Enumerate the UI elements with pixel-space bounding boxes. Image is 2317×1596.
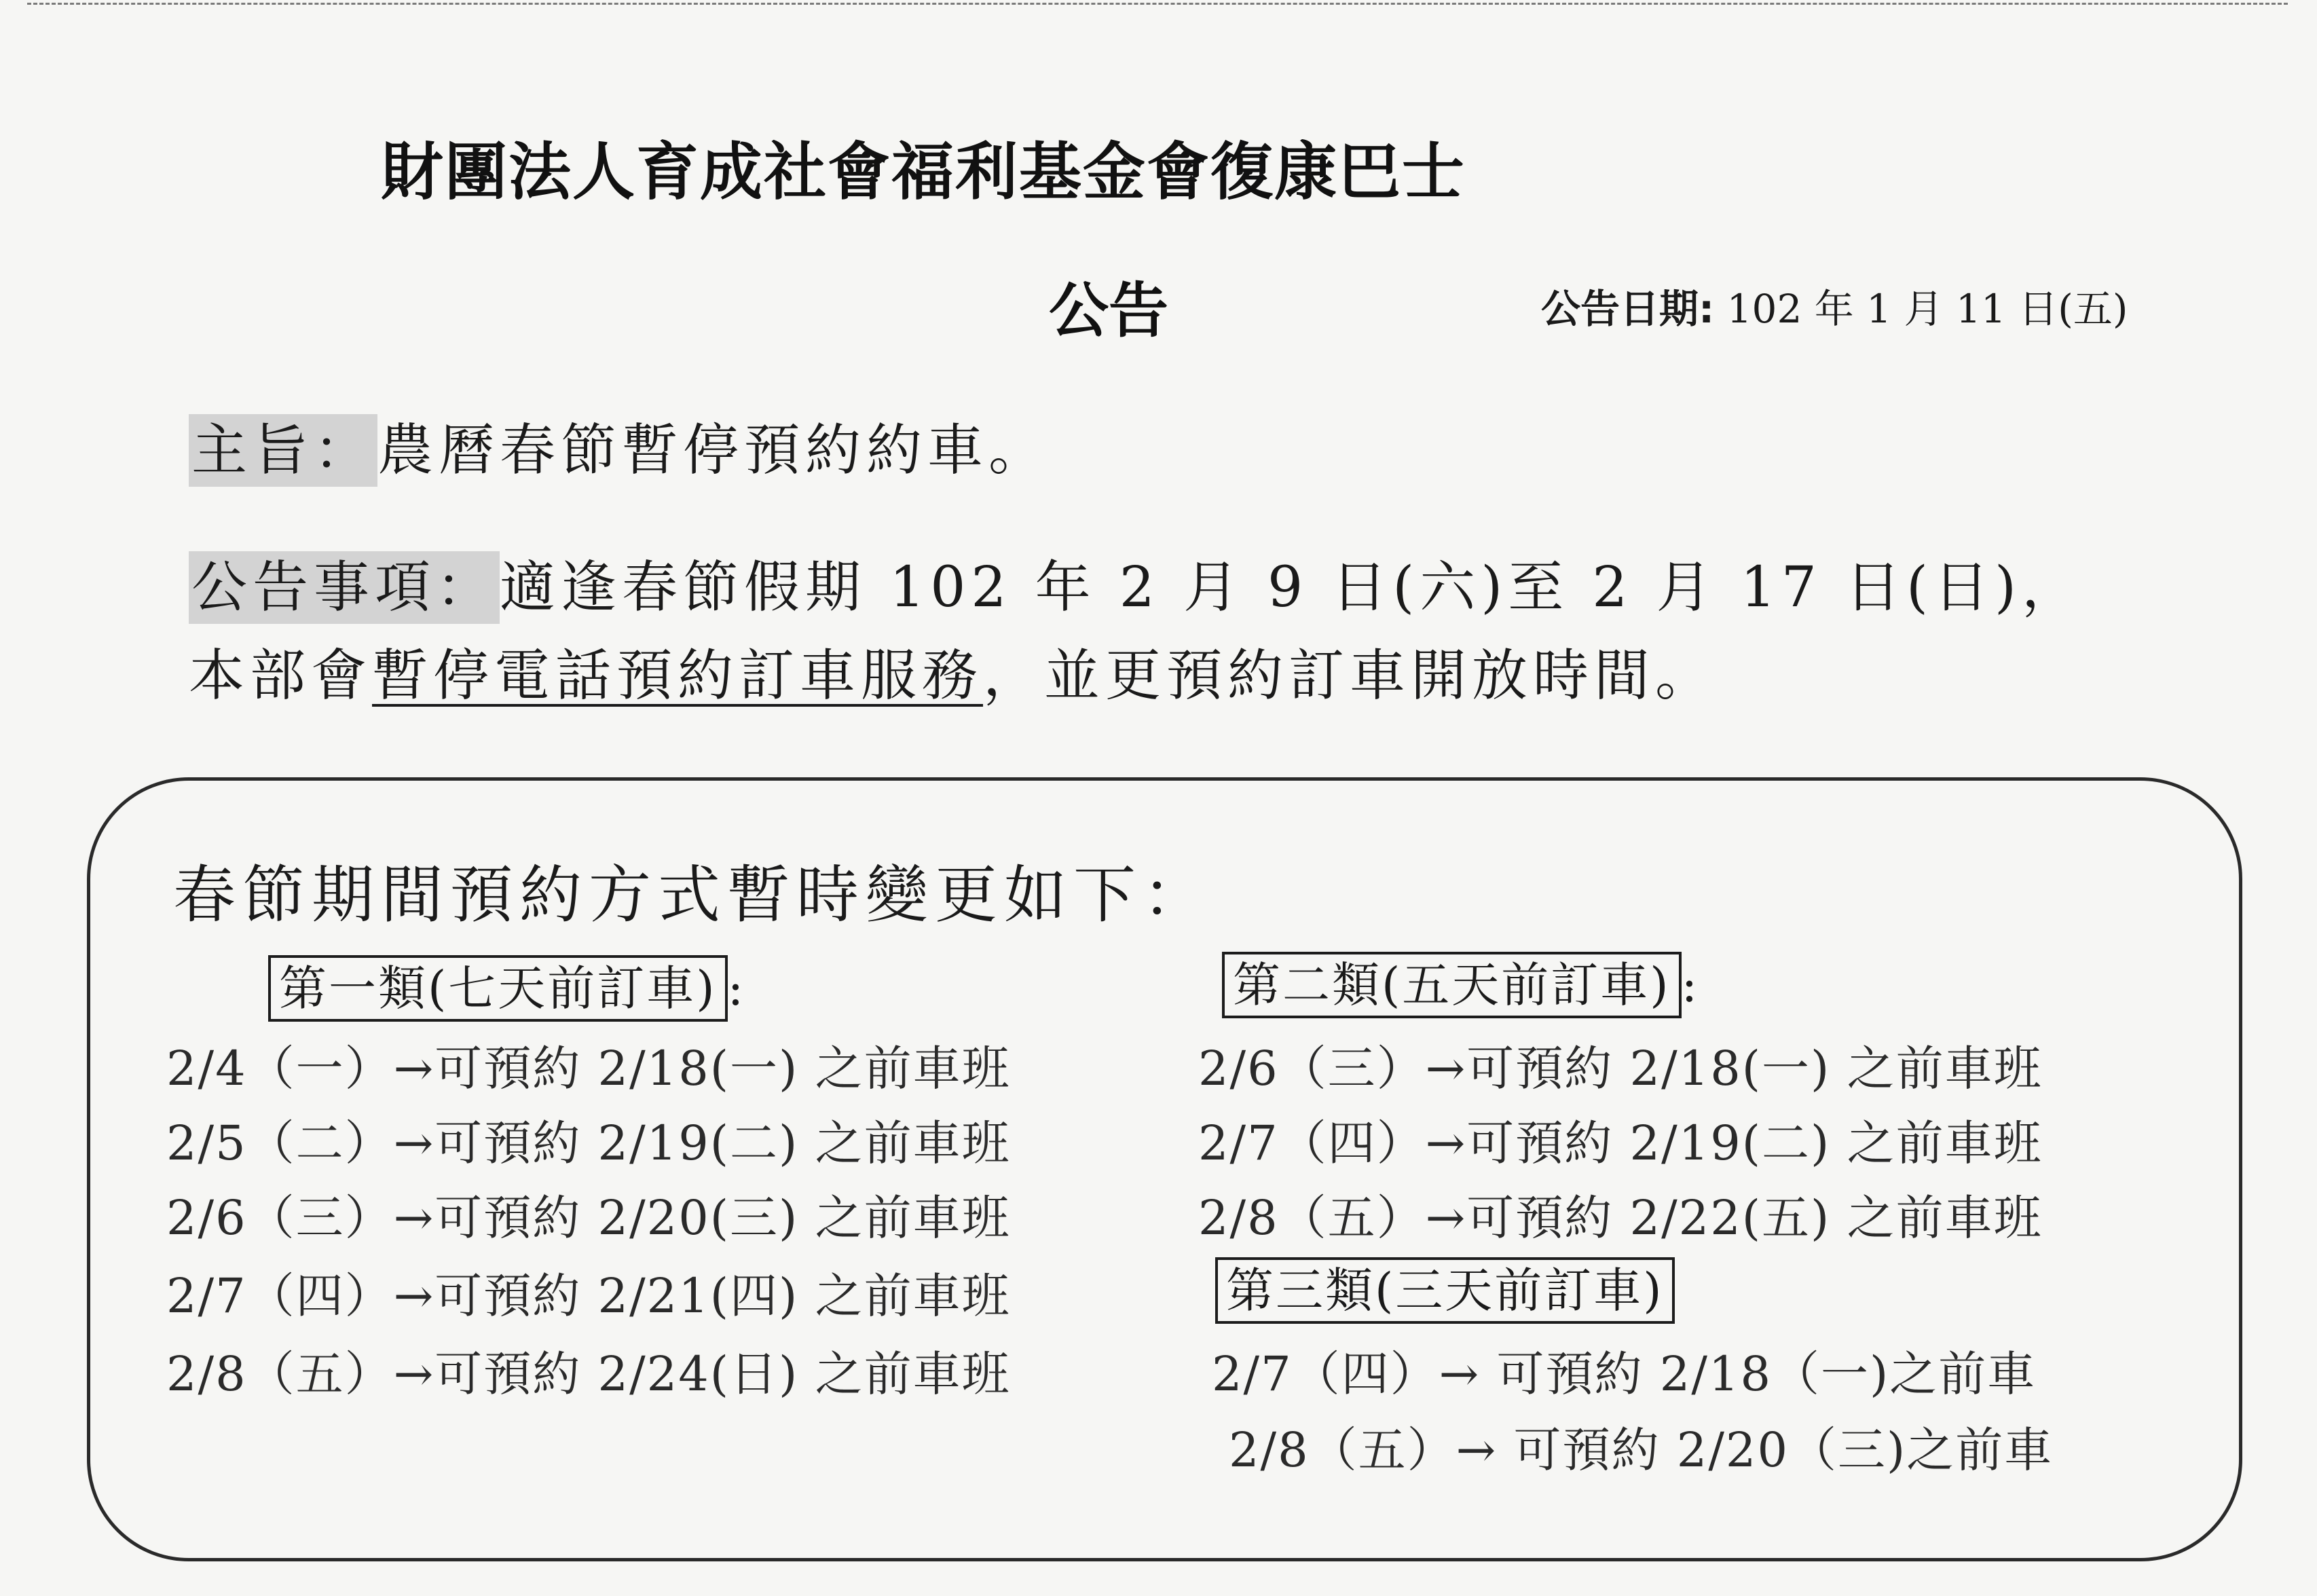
category-3-title: 第三類(三天前訂車): [1215, 1257, 1675, 1324]
category-1-header: [268, 950, 743, 1019]
matters-line2-prefix: 本部會: [189, 644, 373, 708]
category-1-line: 2/8（五）→可預約 2/24(日) 之前車班: [166, 1346, 1011, 1402]
category-3-line: 2/7（四）→ 可預約 2/18（一)之前車: [1212, 1346, 2037, 1402]
category-3-header: [1215, 1252, 1675, 1321]
matters-line-1: [189, 543, 2083, 623]
notice-date-label: 公告日期:: [1541, 286, 1715, 332]
category-2-title: 第二類(五天前訂車): [1222, 952, 1682, 1018]
category-3-line: 2/8（五）→ 可預約 2/20（三)之前車: [1229, 1422, 2054, 1478]
matters-text-1: 適逢春節假期 102 年 2 月 9 日(六)至 2 月 17 日(日)，: [500, 555, 2083, 620]
category-1-line: 2/5（二）→可預約 2/19(二) 之前車班: [166, 1115, 1011, 1171]
subject-text: 農曆春節暫停預約約車。: [377, 418, 1050, 483]
category-1-line: 2/7（四）→可預約 2/21(四) 之前車班: [166, 1268, 1011, 1324]
category-2-header: [1222, 947, 1697, 1016]
category-1-title: 第一類(七天前訂車): [268, 955, 728, 1022]
schedule-heading: 春節期間預約方式暫時變更如下：: [173, 859, 1212, 931]
notice-date: [1541, 277, 2128, 334]
category-1-suffix: :: [727, 961, 744, 1016]
organization-title: 財團法人育成社會福利基金會復康巴士: [380, 136, 1466, 208]
top-dashed-border: [27, 3, 2288, 5]
matters-label: 公告事項：: [189, 551, 500, 624]
category-1-line: 2/4（一）→可預約 2/18(一) 之前車班: [166, 1041, 1011, 1096]
subject-label: 主旨：: [189, 414, 377, 487]
category-2-line: 2/6（三）→可預約 2/18(一) 之前車班: [1198, 1041, 2043, 1096]
category-1-line: 2/6（三）→可預約 2/20(三) 之前車班: [166, 1190, 1011, 1246]
matters-line2-suffix: ，並更預約訂車開放時間。: [983, 644, 1717, 708]
matters-line-2: [189, 631, 1716, 711]
category-2-line: 2/7（四）→可預約 2/19(二) 之前車班: [1198, 1115, 2043, 1171]
matters-line2-underlined: 暫停電話預約訂車服務: [372, 644, 984, 708]
notice-date-value: 102 年 1 月 11 日(五): [1714, 286, 2128, 332]
notice-label: 公告: [1049, 276, 1169, 346]
category-2-line: 2/8（五）→可預約 2/22(五) 之前車班: [1198, 1190, 2043, 1246]
category-2-suffix: :: [1681, 957, 1698, 1013]
subject-line: [189, 406, 1050, 485]
